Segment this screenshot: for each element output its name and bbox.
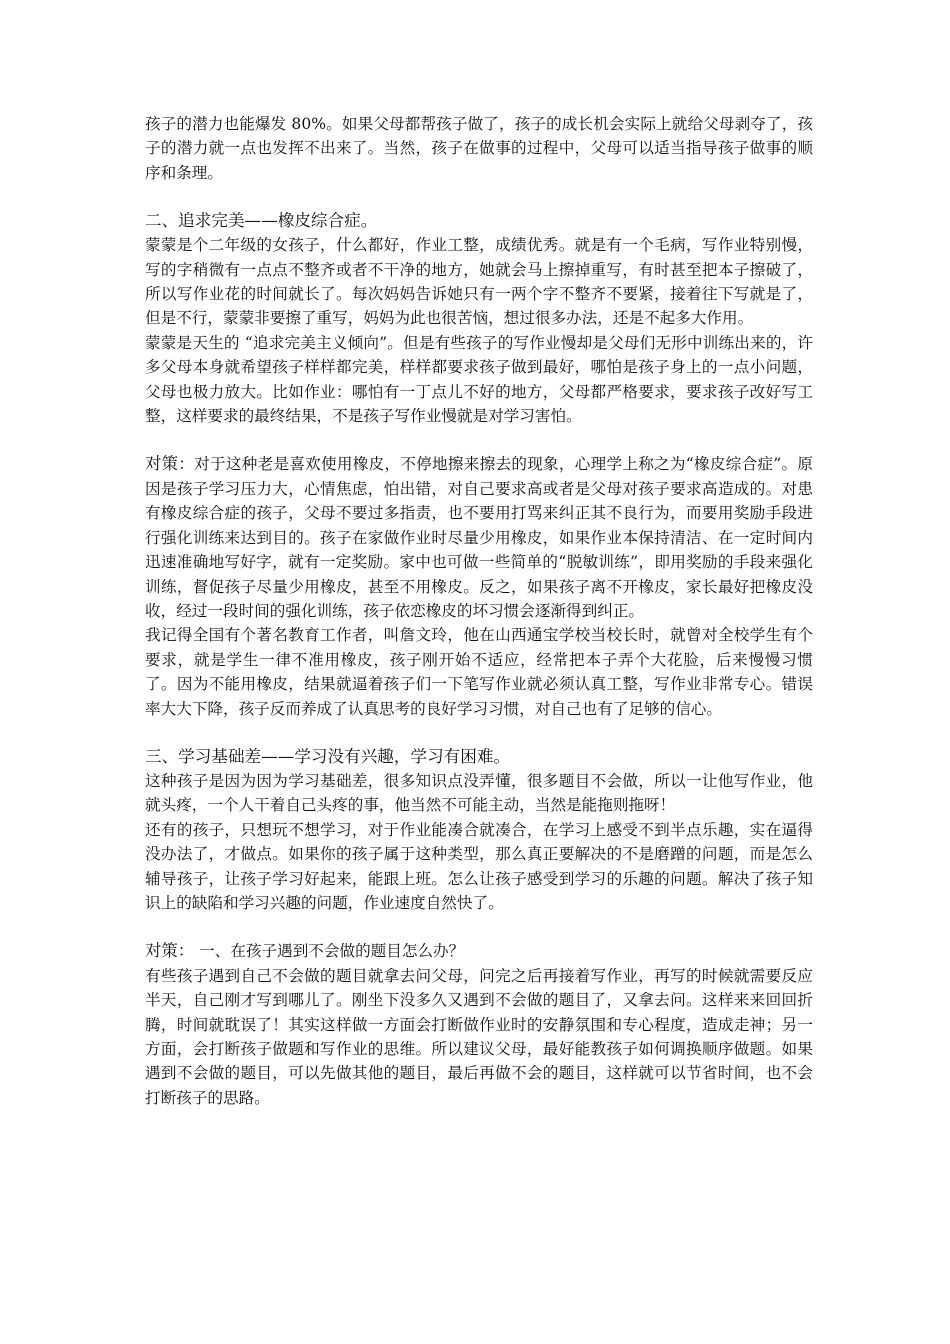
paragraph-final: 有些孩子遇到自己不会做的题目就拿去问父母，问完之后再接着写作业，再写的时候就需要反应半天，自己刚才写到哪儿了。刚坐下没多久又遇到不会做的题目了，又拿去问。这样来来回回折腾，时间就耽误了！其实这样做一方面会打断做作业时的安静氛围和专心程度，造成走神；另一方面，会打断孩子做题和写作业的思维。所以建议父母，最好能教孩子如何调换顺序做题。如果遇到不会做的题目，可以先做其他的题目，最后再做不会的题目，这样就可以节省时间，也不会打断孩子的思路。 [145,966,813,1107]
spacer [145,185,813,209]
paragraph-only-play: 还有的孩子，只想玩不想学习，对于作业能凑合就凑合，在学习上感受不到半点乐趣，实在逼得没办法了，才做点。如果你的孩子属于这种类型，那么真正要解决的不是磨蹭的问题，而是怎么辅导孩子，让孩子学习好起来，能跟上班。怎么让孩子感受到学习的乐趣的问题。解决了孩子知识上的缺陷和学习兴趣的问题，作业速度自然快了。 [145,820,813,912]
paragraph-zhan-wenyi: 我记得全国有个著名教育工作者，叫詹文玲，他在山西通宝学校当校长时，就曾对全校学生有个要求，就是学生一律不准用橡皮，孩子刚开始不适应，经常把本子弄个大花脸，后来慢慢习惯了。因为不能用橡皮，结果就逼着孩子们一下笔写作业就必须认真工整，写作业非常专心。错误率大大下降，孩子反而养成了认真思考的良好学习习惯，对自己也有了足够的信心。 [145,626,813,718]
paragraph-mengmeng: 蒙蒙是个二年级的女孩子，什么都好，作业工整，成绩优秀。就是有一个毛病，写作业特别慢，写的字稍微有一点点不整齐或者不干净的地方，她就会马上擦掉重写，有时甚至把本子擦破了，所以写作业花的时间就长了。每次妈妈告诉她只有一两个字不整齐不要紧，接着往下写就是了，但是不行，蒙蒙非要擦了重写，妈妈为此也很苦恼，想过很多办法，还是不起多大作用。 [145,236,813,328]
spacer [145,428,813,452]
paragraph-weak-basis: 这种孩子是因为因为学习基础差，很多知识点没弄懂，很多题目不会做，所以一让他写作业，他就头疼，一个人干着自己头疼的事，他当然不可能主动，当然是能拖则拖呀！ [145,771,813,815]
paragraph-countermeasure-eraser [145,452,813,623]
paragraph-perfectionism: 蒙蒙是天生的 “追求完美主义倾向”。但是有些孩子的写作业慢却是父母们无形中训练出来的，许多父母本身就希望孩子样样都完美，样样都要求孩子做到最好，哪怕是孩子身上的一点小问题，父母也极力放大。比如作业：哪怕有一丁点儿不好的地方，父母都严格要求，要求孩子改好写工整，这样要求的最终结果，不是孩子写作业慢就是对学习害怕。 [145,333,813,426]
countermeasure-subheading: 一、在孩子遇到不会做的题目怎么办？ [199,942,465,961]
spacer [145,915,813,939]
section-heading-2: 二、追求完美——橡皮综合症。 [145,211,378,231]
paragraph-countermeasure-questions [145,939,813,963]
countermeasure-label: 对策： [145,941,195,961]
spacer [145,721,813,745]
countermeasure-text: ：对于这种老是喜欢使用橡皮，不停地擦来擦去的现象，心理学上称之为“橡皮综合症”。原因是孩子学习压力大，心情焦虑，怕出错，对自己要求高或者是父母对孩子要求高造成的。对患有橡皮综合症的孩子，父母不要过多指责，也不要用打骂来纠正其不良行为，而要用奖励手段进行强化训练来达到目的。孩子在家做作业时尽量少用橡皮，如果作业本保持清洁、在一定时间内迅速准确地写好字，就有一定奖励。家中也可做一些简单的“脱敏训练”，即用奖励的手段来强化训练，督促孩子尽量少用橡皮，甚至不用橡皮。反之，如果孩子离不开橡皮，家长最好把橡皮没收，经过一段时间的强化训练，孩子依恋橡皮的坏习惯会逐渐得到纠正。 [145,455,813,620]
document-page [145,112,813,1110]
section-heading-3: 三、学习基础差——学习没有兴趣，学习有困难。 [145,746,511,766]
countermeasure-label: 对策 [145,454,179,474]
paragraph-intro: 孩子的潜力也能爆发 80%。如果父母都帮孩子做了，孩子的成长机会实际上就给父母剥夺了，孩子的潜力就一点也发挥不出来了。当然，孩子在做事的过程中，父母可以适当指导孩子做事的顺序和条理。 [145,115,813,182]
